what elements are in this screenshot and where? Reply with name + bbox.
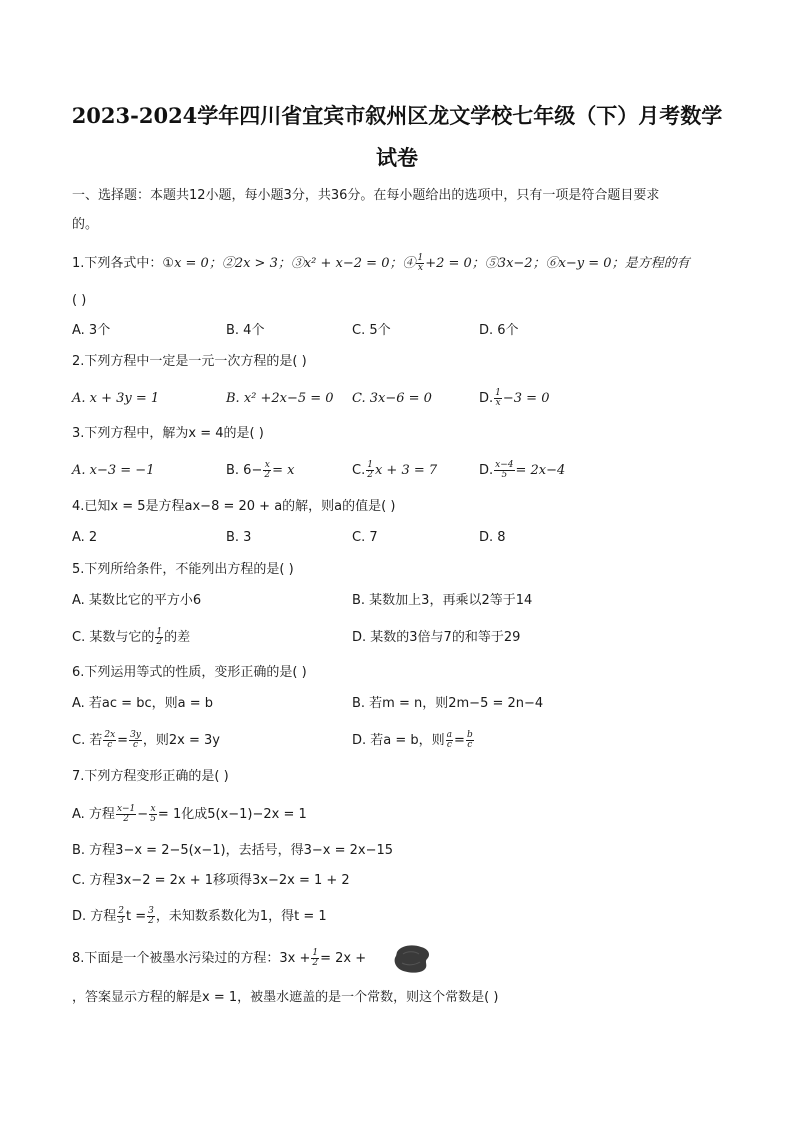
question-3-option-c: C. $\frac{1}{2}$ x + 3 = 7 bbox=[352, 460, 438, 480]
question-2-option-c: C. 3x−6 = 0 bbox=[352, 391, 432, 406]
fraction: $\frac{3}{2}$ bbox=[148, 906, 154, 926]
question-4-option-c: C. 7 bbox=[352, 530, 378, 545]
section-instruction-line2: 的。 bbox=[72, 217, 99, 232]
question-1-stem: 1.下列各式中：①x = 0；②2x > 3；③x² + x−2 = 0；④ $\frac{1}{x}$ +2 = 0；⑤3x−2；⑥x−y = 0；是方程的有 bbox=[72, 253, 690, 273]
question-5-option-a: A. 某数比它的平方小6 bbox=[72, 593, 202, 608]
question-5-option-c: C. 某数与它的 $\frac{1}{2}$ 的差 bbox=[72, 627, 191, 647]
fraction: $\frac{1}{2}$ bbox=[312, 948, 319, 968]
question-6-option-c: C. 若 $\frac{2x}{c}$ = $\frac{3y}{c}$ ，则2x = 3y bbox=[72, 730, 220, 750]
question-2-stem: 2.下列方程中一定是一元一次方程的是( ) bbox=[72, 354, 307, 369]
question-3-option-a: A. x−3 = −1 bbox=[72, 463, 155, 478]
question-7-option-d: D. 方程 $\frac{2}{3}$ t = $\frac{3}{2}$ ，未知数系数化为1，得t = 1 bbox=[72, 906, 327, 926]
question-6-option-a: A. 若ac = bc，则a = b bbox=[72, 696, 213, 711]
question-6-stem: 6.下列运用等式的性质，变形正确的是( ) bbox=[72, 665, 307, 680]
question-2-option-d: D. $\frac{1}{x}$ −3 = 0 bbox=[479, 388, 550, 408]
fraction: $\frac{1}{2}$ bbox=[367, 460, 373, 480]
question-4-stem: 4.已知x = 5是方程ax−8 = 20 + a的解，则a的值是( ) bbox=[72, 499, 396, 514]
exam-title-line1: 2023-2024学年四川省宜宾市叙州区龙文学校七年级（下）月考数学 bbox=[71, 103, 723, 128]
fraction: $\frac{1}{x}$ bbox=[417, 253, 424, 273]
question-3-option-d: D. $\frac{x-4}{5}$ = 2x−4 bbox=[479, 460, 566, 480]
question-3-stem: 3.下列方程中，解为x = 4的是( ) bbox=[72, 426, 264, 441]
question-4-option-a: A. 2 bbox=[72, 530, 98, 545]
fraction: $\frac{3y}{c}$ bbox=[130, 730, 141, 750]
question-5-stem: 5.下列所给条件，不能列出方程的是( ) bbox=[72, 562, 294, 577]
question-1-option-c: C. 5个 bbox=[352, 323, 391, 338]
fraction: $\frac{x}{5}$ bbox=[150, 804, 156, 824]
question-1-option-b: B. 4个 bbox=[226, 323, 265, 338]
question-6-option-d: D. 若a = b，则 $\frac{a}{c}$ = $\frac{b}{c}$ bbox=[352, 730, 473, 750]
question-8-stem-cont: ，答案显示方程的解是x = 1，被墨水遮盖的是一个常数，则这个常数是( ) bbox=[72, 990, 499, 1005]
fraction: $\frac{x}{2}$ bbox=[264, 460, 271, 480]
question-4-option-d: D. 8 bbox=[479, 530, 506, 545]
fraction: $\frac{x-4}{5}$ bbox=[495, 460, 514, 480]
fraction: $\frac{1}{x}$ bbox=[495, 388, 501, 408]
question-8-stem: 8.下面是一个被墨水污染过的方程：3x + $\frac{1}{2}$ = 2x + bbox=[72, 948, 367, 968]
fraction: $\frac{x-1}{2}$ bbox=[116, 804, 136, 824]
question-5-option-b: B. 某数加上3，再乘以2等于14 bbox=[352, 593, 533, 608]
section-instruction-line1: 一、选择题：本题共12小题，每小题3分，共36分。在每小题给出的选项中，只有一项是符合题目要求 bbox=[72, 188, 660, 203]
question-1-option-d: D. 6个 bbox=[479, 323, 519, 338]
question-2-option-b: B. x² +2x−5 = 0 bbox=[226, 391, 334, 406]
question-3-option-b: B. 6− $\frac{x}{2}$ = x bbox=[226, 460, 295, 480]
fraction: $\frac{2}{3}$ bbox=[118, 906, 125, 926]
question-5-option-d: D. 某数的3倍与7的和等于29 bbox=[352, 630, 521, 645]
question-2-option-a: A. x + 3y = 1 bbox=[72, 391, 160, 406]
question-7-option-c: C. 方程3x−2 = 2x + 1移项得3x−2x = 1 + 2 bbox=[72, 873, 350, 888]
question-1-stem-cont: ( ) bbox=[72, 293, 87, 308]
question-7-option-b: B. 方程3−x = 2−5(x−1)，去括号，得3−x = 2x−15 bbox=[72, 843, 394, 858]
fraction: $\frac{a}{c}$ bbox=[446, 730, 453, 750]
fraction: $\frac{1}{2}$ bbox=[156, 627, 163, 647]
question-4-option-b: B. 3 bbox=[226, 530, 252, 545]
fraction: $\frac{b}{c}$ bbox=[466, 730, 473, 750]
ink-blot-icon bbox=[393, 944, 431, 974]
question-7-stem: 7.下列方程变形正确的是( ) bbox=[72, 769, 229, 784]
question-7-option-a: A. 方程 $\frac{x-1}{2}$ − $\frac{x}{5}$ = 1化成5(x−1)−2x = 1 bbox=[72, 804, 307, 824]
question-6-option-b: B. 若m = n，则2m−5 = 2n−4 bbox=[352, 696, 544, 711]
fraction: $\frac{2x}{c}$ bbox=[104, 730, 116, 750]
exam-title-line2: 试卷 bbox=[376, 145, 418, 170]
question-1-option-a: A. 3个 bbox=[72, 323, 111, 338]
